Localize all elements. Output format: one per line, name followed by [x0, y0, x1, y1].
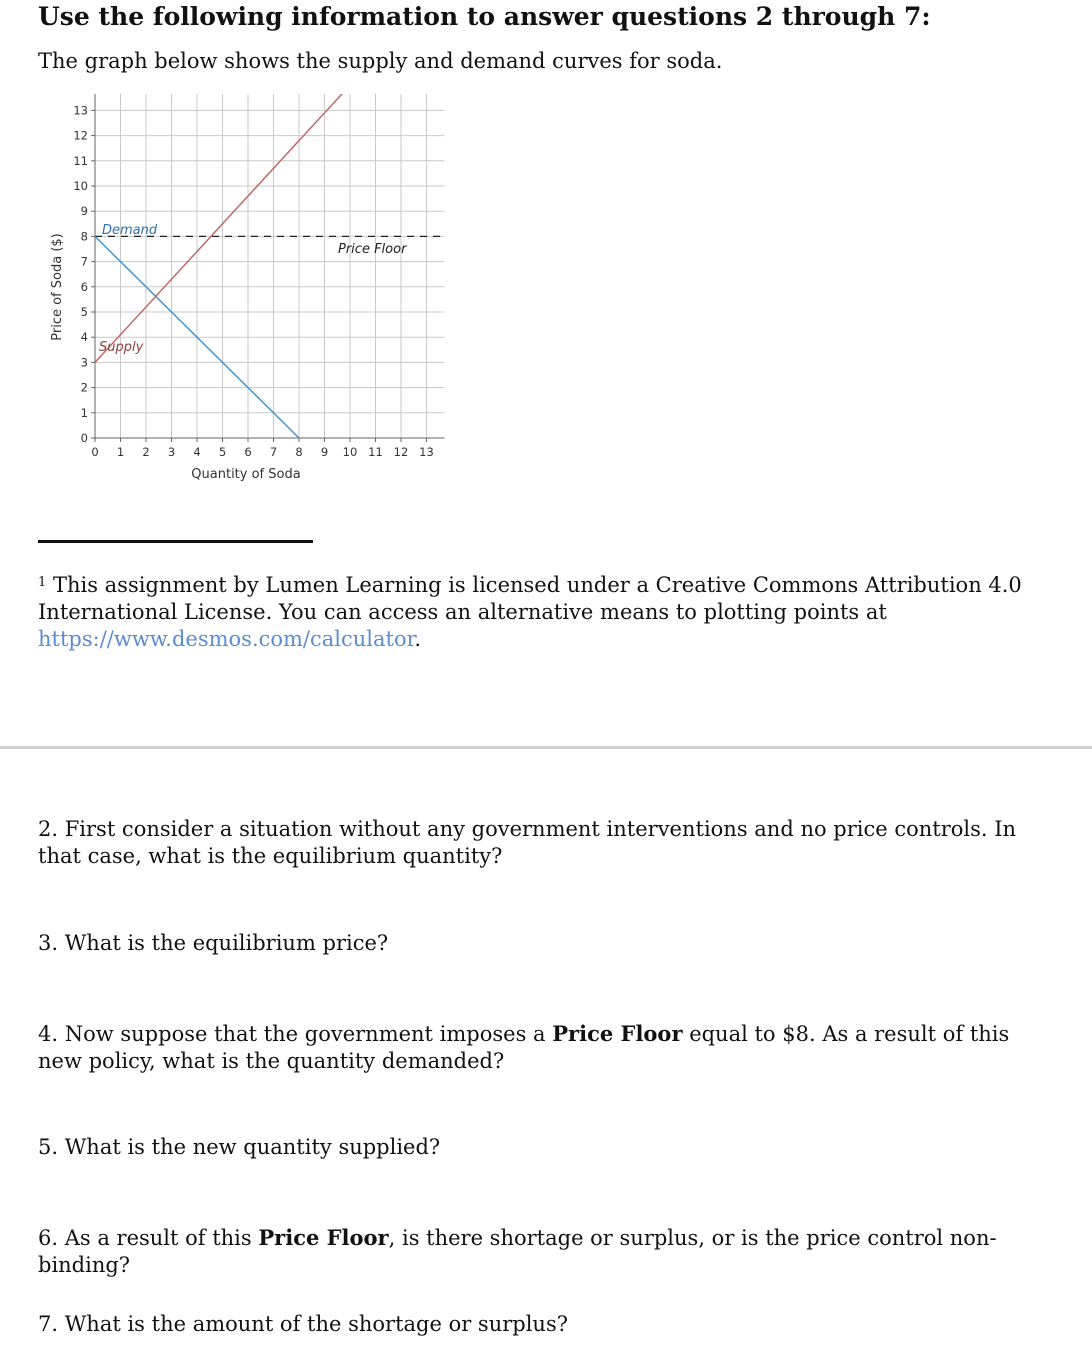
x-tick-label: 4	[193, 445, 201, 459]
y-tick-label: 7	[80, 254, 88, 269]
question-2: 2. First consider a situation without any government interventions and no price controls. In that case, what is the equilibrium quantity?	[38, 817, 1017, 868]
price-floor-label: Price Floor	[338, 242, 407, 257]
y-tick-label: 10	[73, 179, 88, 193]
y-tick-label: 2	[80, 380, 88, 395]
y-tick-label: 6	[80, 279, 88, 294]
x-tick-label: 9	[320, 445, 329, 459]
question-6-end: , is there shortage or surplus, or is the price control non-binding?	[38, 1226, 997, 1277]
footnote-end: .	[414, 627, 422, 651]
y-tick-label: 4	[80, 330, 88, 345]
footnote-marker: 1	[38, 575, 47, 590]
x-tick-label: 8	[295, 445, 303, 459]
chart-axes	[73, 94, 444, 459]
page-separator	[0, 746, 1092, 749]
question-5: 5. What is the new quantity supplied?	[38, 1135, 441, 1159]
x-tick-label: 0	[91, 445, 99, 459]
y-tick-label: 8	[80, 229, 88, 244]
question-7: 7. What is the amount of the shortage or surplus?	[38, 1312, 568, 1336]
question-4-start: 4. Now suppose that the government imposes a	[38, 1022, 553, 1046]
question-6	[38, 1224, 1058, 1279]
demand-curve-label: Demand	[102, 223, 158, 238]
desmos-link[interactable]: https://www.desmos.com/calculator	[38, 627, 415, 651]
supply-demand-chart	[40, 86, 450, 486]
y-tick-label: 0	[80, 431, 88, 445]
y-tick-label: 5	[80, 305, 88, 319]
question-6-start: 6. As a result of this	[38, 1226, 259, 1250]
supply-curve-label: Supply	[99, 340, 144, 355]
footnote-divider	[38, 540, 313, 543]
x-tick-label: 11	[368, 445, 383, 459]
y-tick-label: 13	[73, 103, 88, 118]
x-tick-label: 6	[244, 445, 252, 459]
question-4	[38, 1020, 1058, 1075]
y-tick-label: 3	[80, 355, 88, 370]
footnote-text: This assignment by Lumen Learning is licensed under a Creative Commons Attribution 4.0 International License. You can access an alternative means to plotting points at	[38, 573, 1022, 624]
question-4-price-floor: Price Floor	[552, 1021, 683, 1046]
x-tick-label: 3	[167, 445, 176, 459]
x-tick-label: 1	[116, 445, 125, 459]
x-tick-label: 13	[419, 445, 434, 459]
question-3: 3. What is the equilibrium price?	[38, 931, 389, 955]
x-axis-title: Quantity of Soda	[191, 467, 301, 482]
x-tick-label: 7	[269, 445, 278, 459]
y-tick-label: 9	[80, 204, 88, 219]
y-tick-label: 12	[73, 128, 88, 143]
intro-text: The graph below shows the supply and demand curves for soda.	[38, 49, 723, 73]
x-tick-label: 5	[218, 445, 227, 459]
x-tick-label: 12	[393, 445, 409, 459]
question-4-end: equal to $8. As a result of this new policy, what is the quantity demanded?	[38, 1022, 1010, 1073]
y-tick-label: 1	[80, 405, 88, 420]
chart-grid	[95, 94, 445, 438]
footnote	[38, 569, 1058, 653]
x-tick-label: 10	[342, 445, 358, 459]
x-tick-label: 2	[142, 445, 150, 459]
y-tick-label: 11	[73, 153, 88, 168]
question-6-price-floor: Price Floor	[258, 1225, 389, 1250]
y-axis-title: Price of Soda ($)	[50, 233, 65, 341]
section-heading: Use the following information to answer questions 2 through 7:	[38, 2, 931, 31]
